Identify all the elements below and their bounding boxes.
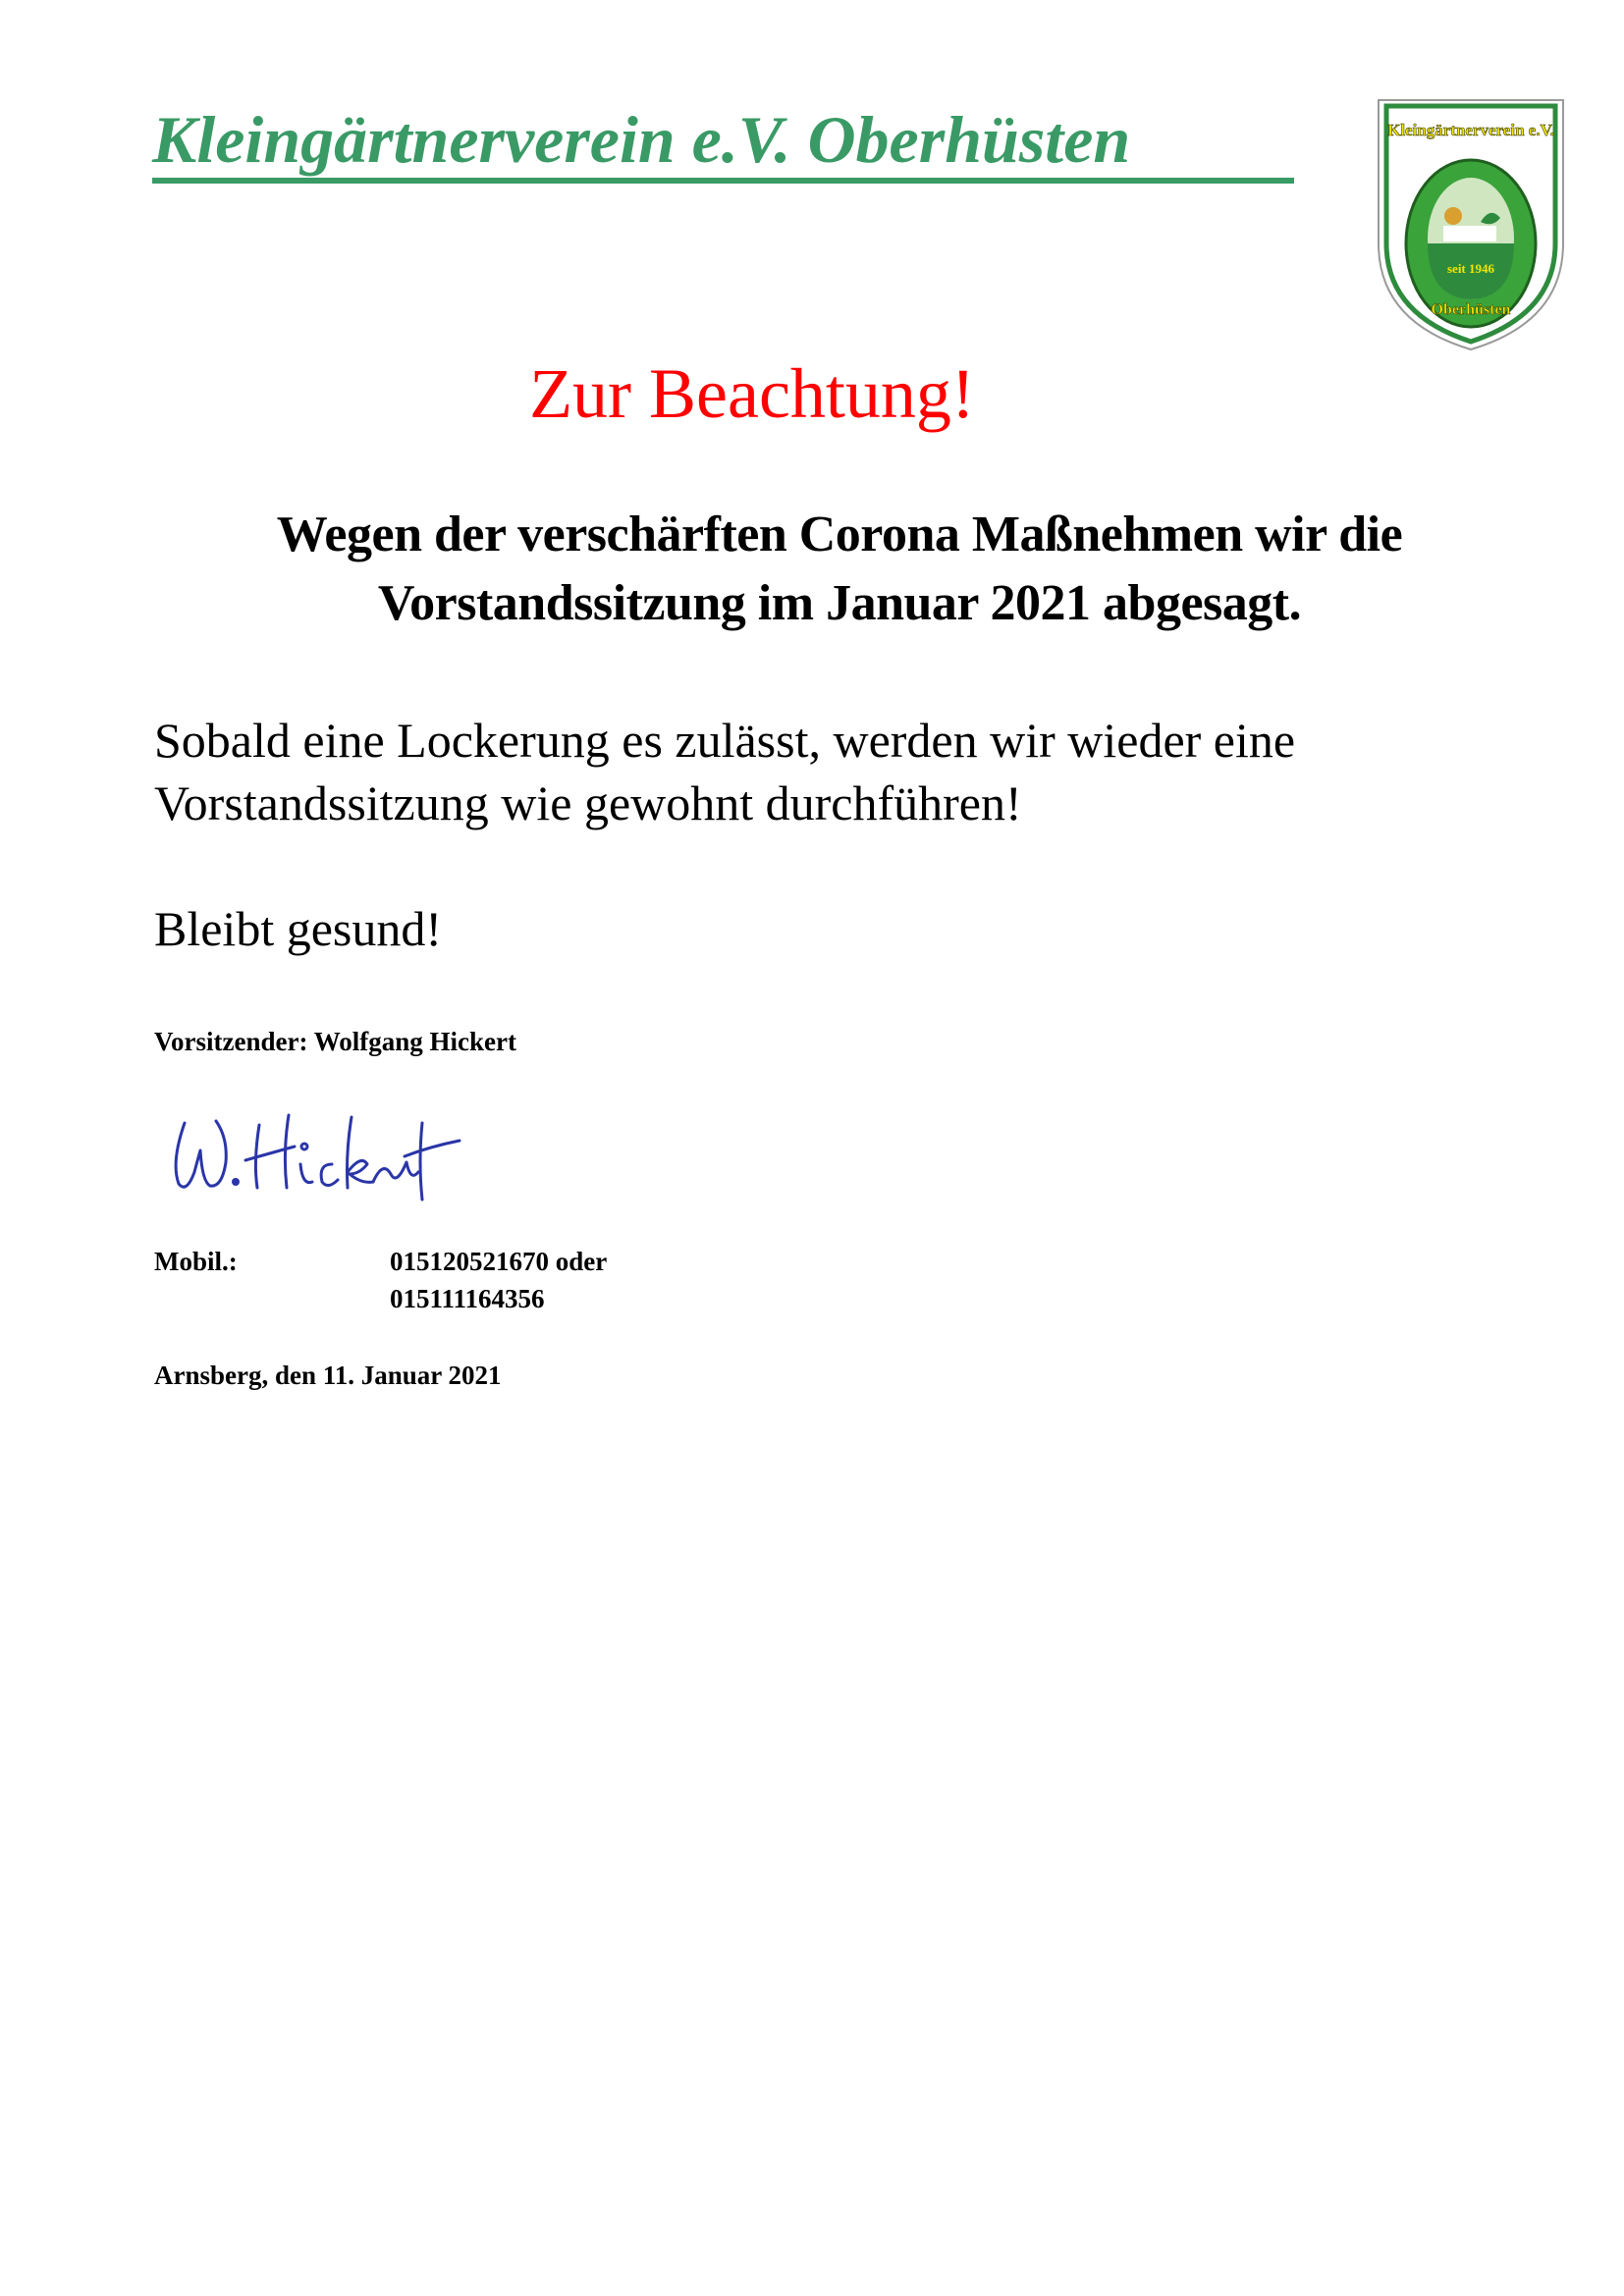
body-paragraph-line-1: Sobald eine Lockerung es zulässt, werden wir wieder eine bbox=[154, 713, 1296, 768]
svg-text:seit 1946: seit 1946 bbox=[1446, 261, 1495, 276]
place-and-date: Arnsberg, den 11. Januar 2021 bbox=[154, 1361, 502, 1390]
greeting: Bleibt gesund! bbox=[154, 901, 443, 956]
mobile-number-1: 015120521670 oder bbox=[390, 1247, 608, 1276]
cancellation-message-line-1: Wegen der verschärften Corona Maßnehmen wir die bbox=[276, 507, 1403, 562]
body-paragraph-line-2: Vorstandssitzung wie gewohnt durchführen! bbox=[154, 775, 1022, 830]
club-title: Kleingärtnerverein e.V. Oberhüsten bbox=[152, 102, 1131, 177]
notice-heading: Zur Beachtung! bbox=[529, 354, 975, 433]
svg-text:Kleingärtnerverein e.V.: Kleingärtnerverein e.V. bbox=[1387, 121, 1554, 139]
handwritten-signature-icon bbox=[165, 1103, 479, 1211]
cancellation-message bbox=[147, 501, 1532, 638]
body-paragraph bbox=[154, 709, 1509, 834]
mobile-label: Mobil.: bbox=[154, 1247, 238, 1276]
cancellation-message-line-2: Vorstandssitzung im Januar 2021 abgesagt. bbox=[377, 575, 1302, 631]
signer-line: Vorsitzender: Wolfgang Hickert bbox=[154, 1027, 516, 1056]
club-logo-icon bbox=[1373, 96, 1569, 353]
mobile-number-2: 015111164356 bbox=[390, 1284, 545, 1313]
svg-text:Oberhüsten: Oberhüsten bbox=[1431, 301, 1511, 318]
title-underline bbox=[152, 178, 1294, 184]
mobile-numbers bbox=[390, 1243, 607, 1317]
